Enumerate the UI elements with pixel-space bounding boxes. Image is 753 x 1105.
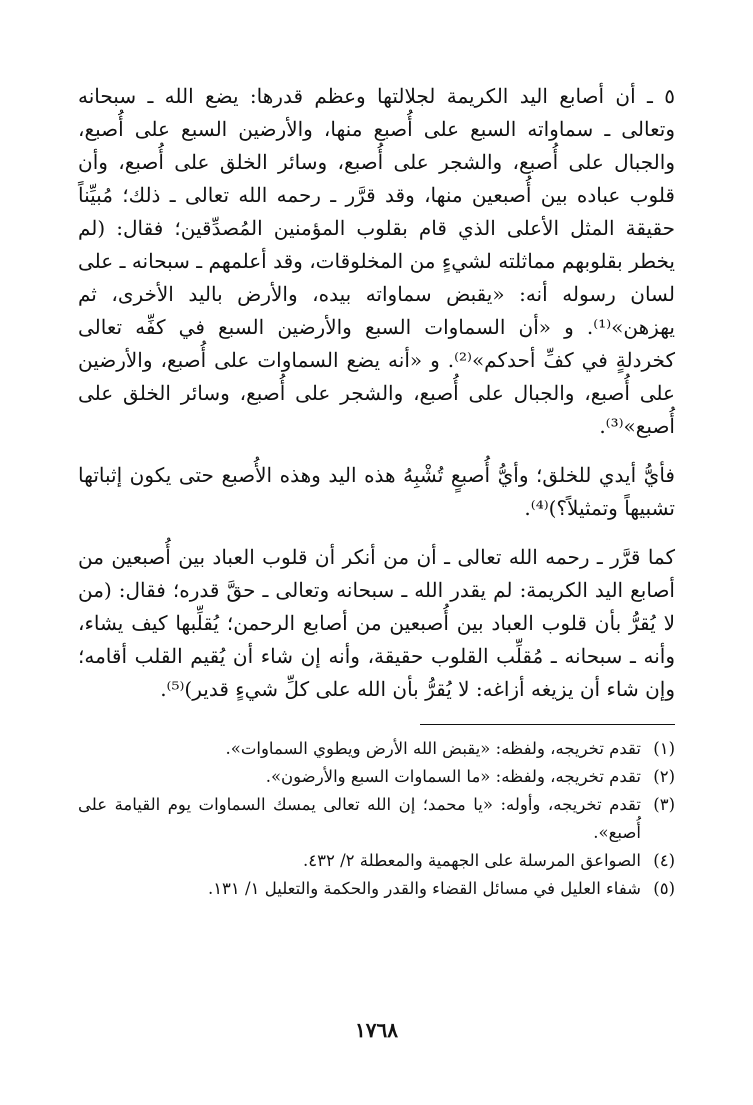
footnote-item [78, 791, 675, 847]
footnote-text: تقدم تخريجه، ولفظه: «ما السماوات السبع والأرضون». [265, 767, 641, 786]
footnote-item [78, 735, 675, 763]
footnote-text: تقدم تخريجه، ولفظه: «يقبض الله الأرض ويطوي السماوات». [225, 739, 641, 758]
page-number: ١٧٦٨ [355, 1018, 398, 1042]
footnote-divider [420, 724, 675, 725]
footnote-text: الصواعق المرسلة على الجهمية والمعطلة ٢/ ٤٣٢. [303, 851, 641, 870]
footnote-text: تقدم تخريجه، وأوله: «يا محمد؛ إن الله تعالى يمسك السماوات يوم القيامة على أُصبع». [78, 795, 641, 842]
paragraph-main: ٥ ـ أن أصابع اليد الكريمة لجلالتها وعظم قدرها: يضع الله ـ سبحانه وتعالى ـ سماواته السبع على أُصبع منها، والأرضين السبع على أُصبع، والجبال على أُصبع، والشجر على أُصبع، وسائر الخلق على أُصبع، وأن قلوب عباده بين أُصبعين منها، وقد قرَّر ـ رحمه الله تعالى ـ ذلك؛ مُبيِّناً حقيقة المثل الأعلى الذي قام بقلوب المؤمنين المُصدِّقين؛ فقال: (لم يخطر بقلوبهم مماثلته لشيءٍ من المخلوقات، وقد أعلمهم ـ سبحانه ـ على لسان رسوله أنه: «يقبض سماواته بيده، والأرض باليد الأخرى، ثم يهزهن»⁽¹⁾. و «أن السماوات السبع والأرضين السبع في كفِّه تعالى كخردلةٍ في كفِّ أحدكم»⁽²⁾. و «أنه يضع السماوات على أُصبع، والأرضين على أُصبع، والجبال على أُصبع، والشجر على أُصبع، وسائر الخلق على أُصبع»⁽³⁾. [78, 84, 675, 438]
footnote-item [78, 763, 675, 791]
footnote-number: (٤) [653, 851, 675, 870]
footnote-item [78, 847, 675, 875]
footnote-number: (٥) [653, 879, 675, 898]
footnote-item [78, 875, 675, 903]
footnote-number: (١) [653, 739, 675, 758]
footnotes [78, 735, 675, 903]
footnote-number: (٢) [653, 767, 675, 786]
paragraph-question: فأيُّ أيدي للخلق؛ وأيُّ أُصبعٍ تُشْبِهُ هذه اليد وهذه الأُصبع حتى يكون إثباتها تشبيهاً وتمثيلاً؟)⁽⁴⁾. [78, 463, 675, 520]
footnote-text: شفاء العليل في مسائل القضاء والقدر والحكمة والتعليل ١/ ١٣١. [207, 879, 641, 898]
paragraph-hearts: كما قرَّر ـ رحمه الله تعالى ـ أن من أنكر أن قلوب العباد بين أُصبعين من أصابع اليد الكريمة: لم يقدر الله ـ سبحانه وتعالى ـ حقَّ قدره؛ فقال: (من لا يُقرُّ بأن قلوب العباد بين أُصبعين من أصابع الرحمن؛ يُقلِّبها كيف يشاء، وأنه ـ سبحانه ـ مُقلِّب القلوب حقيقة، وأنه إن شاء أن يُقيم القلب أقامه؛ وإن شاء أن يزيغه أزاغه: لا يُقرُّ بأن الله على كلِّ شيءٍ قدير)⁽⁵⁾. [78, 545, 675, 701]
page-body [78, 80, 675, 903]
footnote-number: (٣) [653, 795, 675, 814]
